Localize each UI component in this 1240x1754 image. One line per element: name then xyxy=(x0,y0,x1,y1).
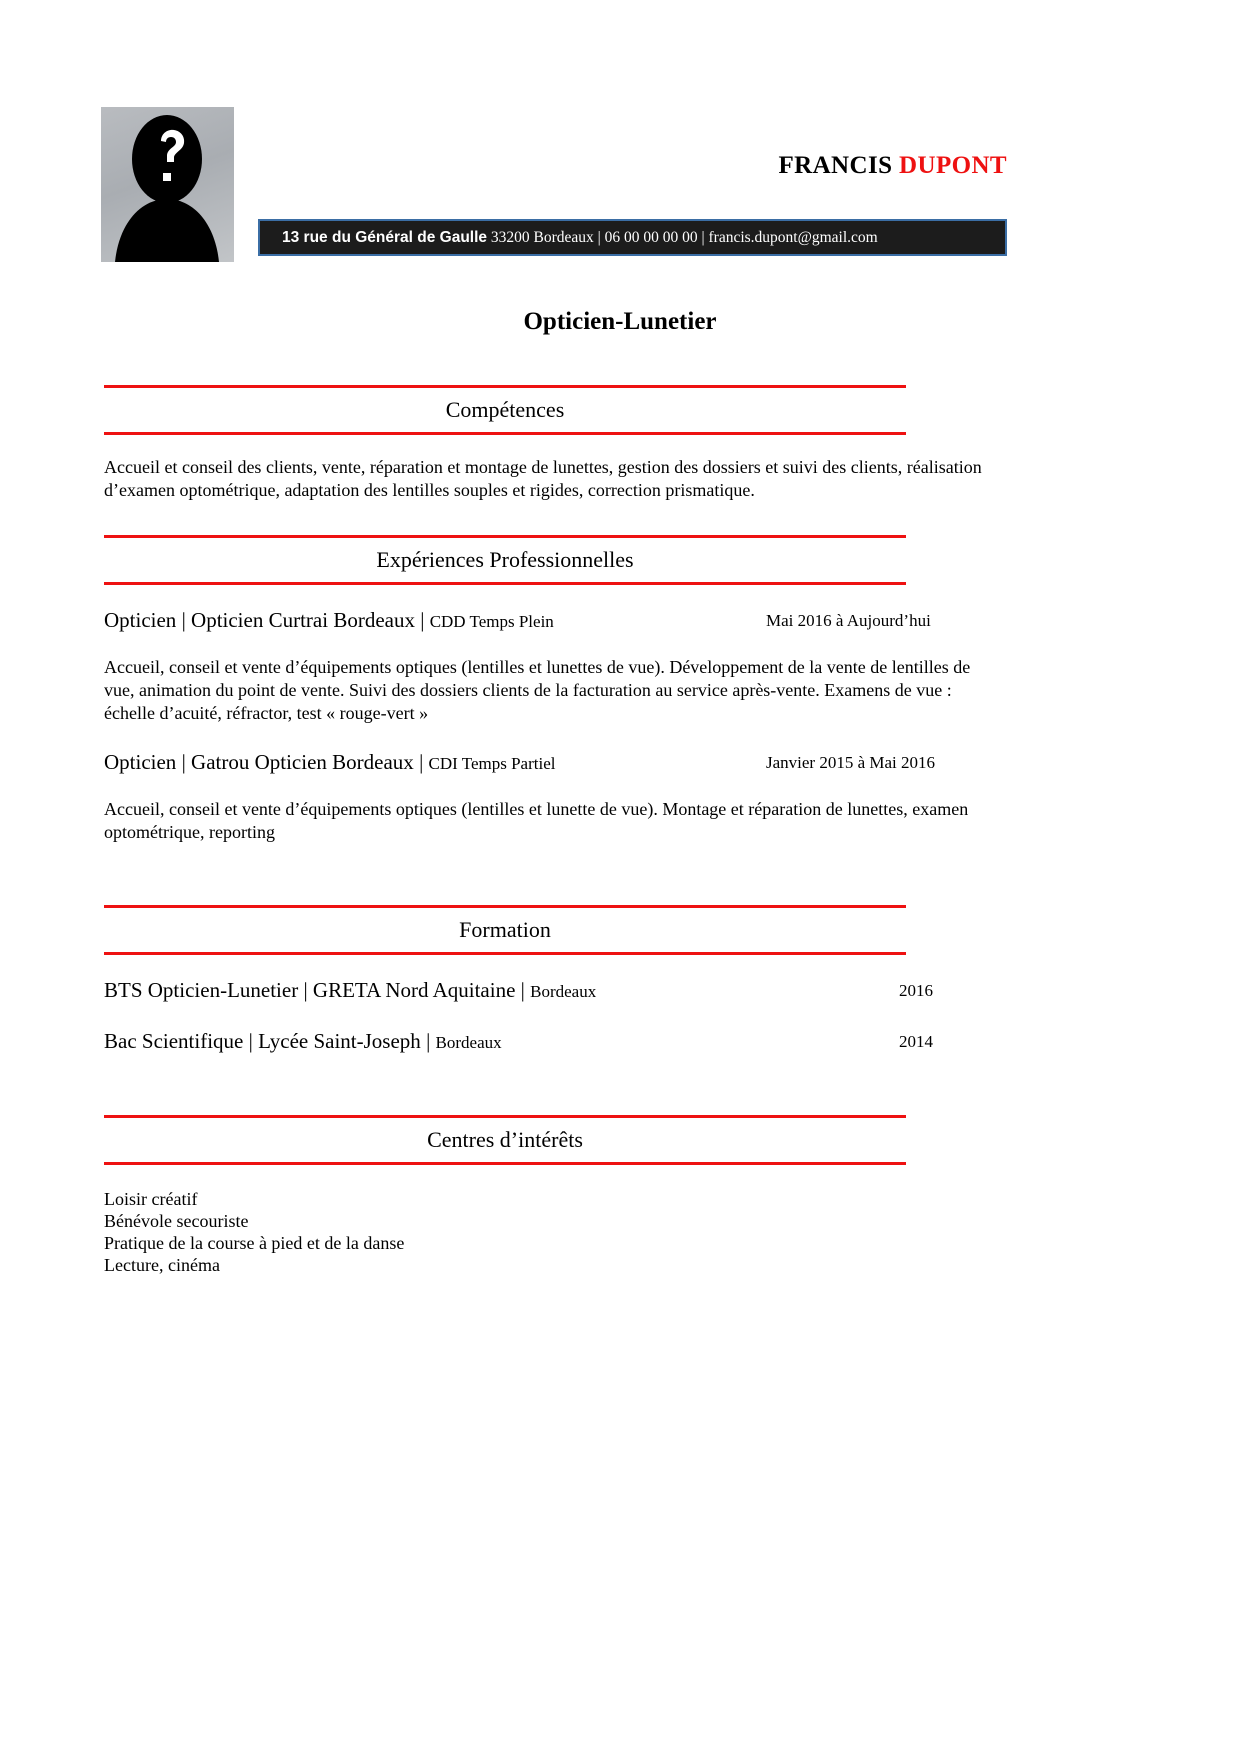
contact-street: 13 rue du Général de Gaulle xyxy=(282,228,488,246)
contact-details: 33200 Bordeaux | 06 00 00 00 00 | francis.dupont@gmail.com xyxy=(487,228,878,246)
education-school: GRETA Nord Aquitaine xyxy=(312,978,516,1002)
experience-date: Janvier 2015 à Mai 2016 xyxy=(766,753,936,772)
section-rule-bottom xyxy=(104,1162,906,1165)
skills-text: Accueil et conseil des clients, vente, réparation et montage de lunettes, gestion des dossiers et suivi des clients, réalisation d’examen optométrique, adaptation des lentilles souples et rigides, correction prismatique. xyxy=(104,457,982,500)
resume-header xyxy=(0,0,1240,300)
page-title: Opticien-Lunetier xyxy=(523,308,717,335)
candidate-last-name: DUPONT xyxy=(899,152,1007,179)
candidate-first-name: FRANCIS xyxy=(778,152,893,179)
experience-separator: | xyxy=(176,608,192,632)
candidate-name xyxy=(300,152,1007,180)
experience-role: Opticien xyxy=(104,608,177,632)
experience-date: Mai 2016 à Aujourd’hui xyxy=(766,611,931,630)
list-item: Lecture, cinéma xyxy=(104,1255,220,1275)
education-entry xyxy=(104,978,1006,1006)
education-separator: | xyxy=(243,1029,259,1053)
experience-description: Accueil, conseil et vente d’équipements optiques (lentilles et lunettes de vue). Développement de la vente de lentilles de vue, animation du point de vente. Suivi des dossiers clients de la facturation au service après-vente. Examens de vue : échelle d’acuité, réfractor, test « rouge-vert » xyxy=(104,657,971,723)
education-separator: | xyxy=(420,1029,436,1053)
experience-contract: CDI Temps Partiel xyxy=(428,754,556,773)
education-separator: | xyxy=(515,978,531,1002)
interests-list xyxy=(104,1188,804,1276)
section-header-skills xyxy=(104,385,906,435)
experience-entry-header xyxy=(104,608,1006,636)
education-city: Bordeaux xyxy=(435,1033,502,1052)
section-header-education xyxy=(104,905,906,955)
education-year: 2014 xyxy=(899,1032,933,1051)
contact-line xyxy=(260,230,878,246)
experience-separator: | xyxy=(413,750,429,774)
experience-entry-title xyxy=(104,608,554,633)
experience-entry-header xyxy=(104,750,1006,778)
experience-contract: CDD Temps Plein xyxy=(429,612,554,631)
section-title-skills: Compétences xyxy=(445,397,565,422)
contact-bar xyxy=(258,219,1007,256)
portrait-silhouette-icon xyxy=(101,107,234,262)
education-entry-title xyxy=(104,1029,502,1054)
education-entry-title xyxy=(104,978,596,1003)
education-city: Bordeaux xyxy=(530,982,597,1001)
section-rule-bottom xyxy=(104,432,906,435)
section-header-interests xyxy=(104,1115,906,1165)
education-year: 2016 xyxy=(899,981,933,1000)
section-rule-bottom xyxy=(104,582,906,585)
section-title-education: Formation xyxy=(459,917,551,942)
list-item: Pratique de la course à pied et de la danse xyxy=(104,1233,405,1253)
list-item: Bénévole secouriste xyxy=(104,1211,249,1231)
section-title-interests: Centres d’intérêts xyxy=(427,1127,583,1152)
experience-separator: | xyxy=(414,608,430,632)
section-rule-bottom xyxy=(104,952,906,955)
experience-entry-title xyxy=(104,750,555,775)
experience-role: Opticien xyxy=(104,750,177,774)
education-degree: Bac Scientifique xyxy=(104,1029,244,1053)
profile-photo xyxy=(101,107,234,262)
experience-organization: Gatrou Opticien Bordeaux xyxy=(191,750,414,774)
experience-description: Accueil, conseil et vente d’équipements optiques (lentilles et lunette de vue). Montage et réparation de lunettes, examen optométrique, reporting xyxy=(104,799,969,842)
experience-organization: Opticien Curtrai Bordeaux xyxy=(191,608,415,632)
list-item: Loisir créatif xyxy=(104,1189,198,1209)
education-entry xyxy=(104,1029,1006,1057)
education-degree: BTS Opticien-Lunetier xyxy=(104,978,299,1002)
section-header-experience xyxy=(104,535,906,585)
section-title-experience: Expériences Professionnelles xyxy=(376,547,634,572)
education-separator: | xyxy=(298,978,313,1002)
education-school: Lycée Saint-Joseph xyxy=(258,1029,421,1053)
experience-separator: | xyxy=(176,750,192,774)
